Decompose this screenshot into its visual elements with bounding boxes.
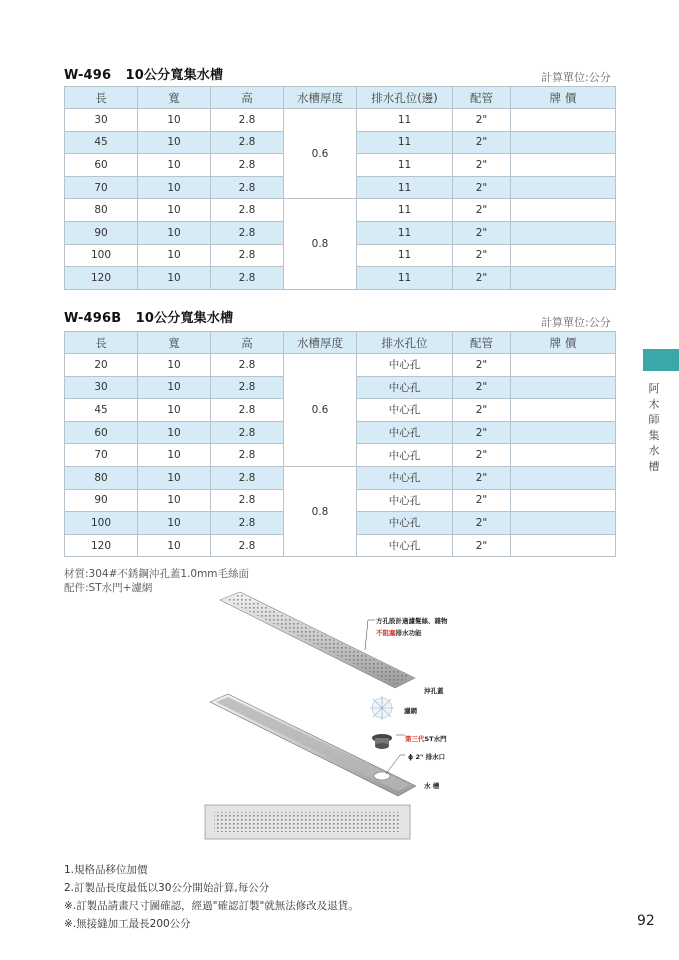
note-4: ※.無接縫加工最長200公分 [64,918,191,930]
cell-pipe: 2" [453,399,511,422]
cell-drain-position: 11 [357,244,453,267]
callout-outlet: ϕ 2" 排水口 [408,753,446,761]
cell-height: 2.8 [211,534,284,557]
cell-pipe: 2" [453,267,511,290]
cell-drain-position: 11 [357,199,453,222]
section2-title [64,307,233,326]
cell-pipe: 2" [453,176,511,199]
cell-width: 10 [138,244,211,267]
cell-price [511,444,616,467]
product-illustration [200,590,500,852]
table-row [65,109,616,132]
col-header-drain-position: 排水孔位 [357,332,453,354]
note-2: 2.訂製品長度最低以30公分開始計算,每公分 [64,882,270,894]
cell-width: 10 [138,354,211,377]
cell-pipe: 2" [453,109,511,132]
section1-model: W-496 [64,68,112,83]
cell-drain-position: 中心孔 [357,489,453,512]
cell-width: 10 [138,534,211,557]
cell-pipe: 2" [453,131,511,154]
cell-height: 2.8 [211,354,284,377]
section2-model: W-496B [64,311,122,326]
cell-price [511,466,616,489]
cell-height: 2.8 [211,109,284,132]
callout-st-gate [405,734,447,743]
callout-st-gate-rest: ST水門 [424,735,447,743]
cell-width: 10 [138,199,211,222]
col-header-pipe: 配管 [453,332,511,354]
page-number: 92 [637,913,655,929]
cell-thickness: 0.8 [284,466,357,556]
cell-price [511,267,616,290]
cell-pipe: 2" [453,376,511,399]
cell-width: 10 [138,421,211,444]
cell-pipe: 2" [453,421,511,444]
section1-table [64,86,616,290]
cell-height: 2.8 [211,244,284,267]
side-char: 水 [648,444,660,457]
col-header-thickness: 水槽厚度 [284,332,357,354]
cell-width: 10 [138,176,211,199]
cell-drain-position: 中心孔 [357,512,453,535]
cell-height: 2.8 [211,131,284,154]
cell-height: 2.8 [211,466,284,489]
cell-drain-position: 11 [357,154,453,177]
side-char: 師 [648,413,660,426]
cell-pipe: 2" [453,489,511,512]
table-row [65,354,616,377]
side-char: 木 [648,397,660,411]
cell-pipe: 2" [453,244,511,267]
col-header-height: 高 [211,87,284,109]
cell-length: 90 [65,221,138,244]
cell-pipe: 2" [453,444,511,467]
cell-height: 2.8 [211,399,284,422]
cell-length: 80 [65,199,138,222]
cell-thickness: 0.6 [284,109,357,199]
callout-filter: 濾網 [404,707,417,715]
cell-height: 2.8 [211,376,284,399]
cell-price [511,221,616,244]
accessory-spec: 配件:ST水門+濾網 [64,582,153,594]
material-spec: 材質:304#不銹鋼沖孔蓋1.0mm毛絲面 [64,568,250,580]
cell-price [511,489,616,512]
callout-no-block-highlight: 不阻塞 [376,629,396,637]
cell-price [511,244,616,267]
cell-length: 70 [65,176,138,199]
cell-length: 100 [65,244,138,267]
cover-top-view [205,805,410,839]
cell-width: 10 [138,267,211,290]
cell-length: 60 [65,154,138,177]
cell-width: 10 [138,376,211,399]
callout-cover: 沖孔蓋 [424,687,444,695]
cell-price [511,354,616,377]
cell-pipe: 2" [453,354,511,377]
section2-name: 10公分寬集水槽 [135,311,234,326]
cell-drain-position: 中心孔 [357,466,453,489]
section1-name: 10公分寬集水槽 [125,68,224,83]
cell-length: 70 [65,444,138,467]
cell-length: 90 [65,489,138,512]
cell-drain-position: 中心孔 [357,354,453,377]
section1-title [64,64,223,83]
cell-pipe: 2" [453,154,511,177]
cell-length: 60 [65,421,138,444]
col-header-length: 長 [65,87,138,109]
cell-price [511,131,616,154]
cell-drain-position: 中心孔 [357,421,453,444]
col-header-width: 寬 [138,87,211,109]
cell-price [511,512,616,535]
cell-price [511,399,616,422]
cell-length: 30 [65,376,138,399]
side-char: 槽 [648,459,660,473]
side-accent-bar [643,349,679,371]
cell-thickness: 0.8 [284,199,357,289]
callout-trough: 水 槽 [424,782,440,790]
col-header-price: 牌 價 [511,87,616,109]
cell-pipe: 2" [453,199,511,222]
cell-length: 30 [65,109,138,132]
table-row [65,466,616,489]
cell-width: 10 [138,444,211,467]
col-header-width: 寬 [138,332,211,354]
cell-drain-position: 11 [357,267,453,290]
callout-st-gate-highlight: 第三代 [405,735,425,743]
side-char: 阿 [648,382,660,395]
cell-height: 2.8 [211,154,284,177]
callout-no-block [376,628,422,637]
filter-icon [370,696,394,720]
cell-price [511,154,616,177]
cell-drain-position: 11 [357,176,453,199]
cell-length: 120 [65,267,138,290]
cell-length: 100 [65,512,138,535]
cell-height: 2.8 [211,221,284,244]
cell-price [511,376,616,399]
note-1: 1.規格品移位加價 [64,864,148,876]
cell-length: 20 [65,354,138,377]
cell-length: 80 [65,466,138,489]
cell-drain-position: 中心孔 [357,399,453,422]
cell-width: 10 [138,512,211,535]
cell-height: 2.8 [211,421,284,444]
cell-height: 2.8 [211,444,284,467]
col-header-pipe: 配管 [453,87,511,109]
cell-length: 45 [65,399,138,422]
cell-pipe: 2" [453,221,511,244]
section2-unit: 計算單位:公分 [541,316,611,329]
cell-price [511,176,616,199]
cell-pipe: 2" [453,466,511,489]
cell-width: 10 [138,154,211,177]
cell-height: 2.8 [211,176,284,199]
cell-width: 10 [138,489,211,512]
cell-length: 45 [65,131,138,154]
cell-price [511,534,616,557]
cell-thickness: 0.6 [284,354,357,467]
callout-hole-design: 方孔設計過濾髮絲、雜物 [376,617,448,625]
col-header-thickness: 水槽厚度 [284,87,357,109]
cell-width: 10 [138,466,211,489]
perforated-cover [220,592,415,688]
cell-price [511,109,616,132]
cell-width: 10 [138,399,211,422]
callout-no-block-rest: 排水功能 [395,629,422,637]
table-row [65,199,616,222]
col-header-height: 高 [211,332,284,354]
cell-pipe: 2" [453,512,511,535]
cell-price [511,421,616,444]
st-gate-icon [372,734,392,749]
cell-height: 2.8 [211,267,284,290]
cell-height: 2.8 [211,199,284,222]
section2-table [64,331,616,557]
cell-length: 120 [65,534,138,557]
cell-width: 10 [138,221,211,244]
note-3: ※.訂製品請畫尺寸圖確認，經過"確認訂製"就無法修改及退貨。 [64,900,359,912]
cell-drain-position: 11 [357,221,453,244]
cell-drain-position: 11 [357,109,453,132]
col-header-drain-position: 排水孔位(邊) [357,87,453,109]
side-label [648,381,660,474]
cell-height: 2.8 [211,512,284,535]
section1-unit: 計算單位:公分 [541,71,611,84]
cell-width: 10 [138,109,211,132]
cell-width: 10 [138,131,211,154]
col-header-price: 牌 價 [511,332,616,354]
cell-drain-position: 中心孔 [357,534,453,557]
cell-drain-position: 中心孔 [357,444,453,467]
cell-price [511,199,616,222]
cell-drain-position: 11 [357,131,453,154]
col-header-length: 長 [65,332,138,354]
cell-height: 2.8 [211,489,284,512]
side-char: 集 [648,428,660,442]
cell-drain-position: 中心孔 [357,376,453,399]
cell-pipe: 2" [453,534,511,557]
